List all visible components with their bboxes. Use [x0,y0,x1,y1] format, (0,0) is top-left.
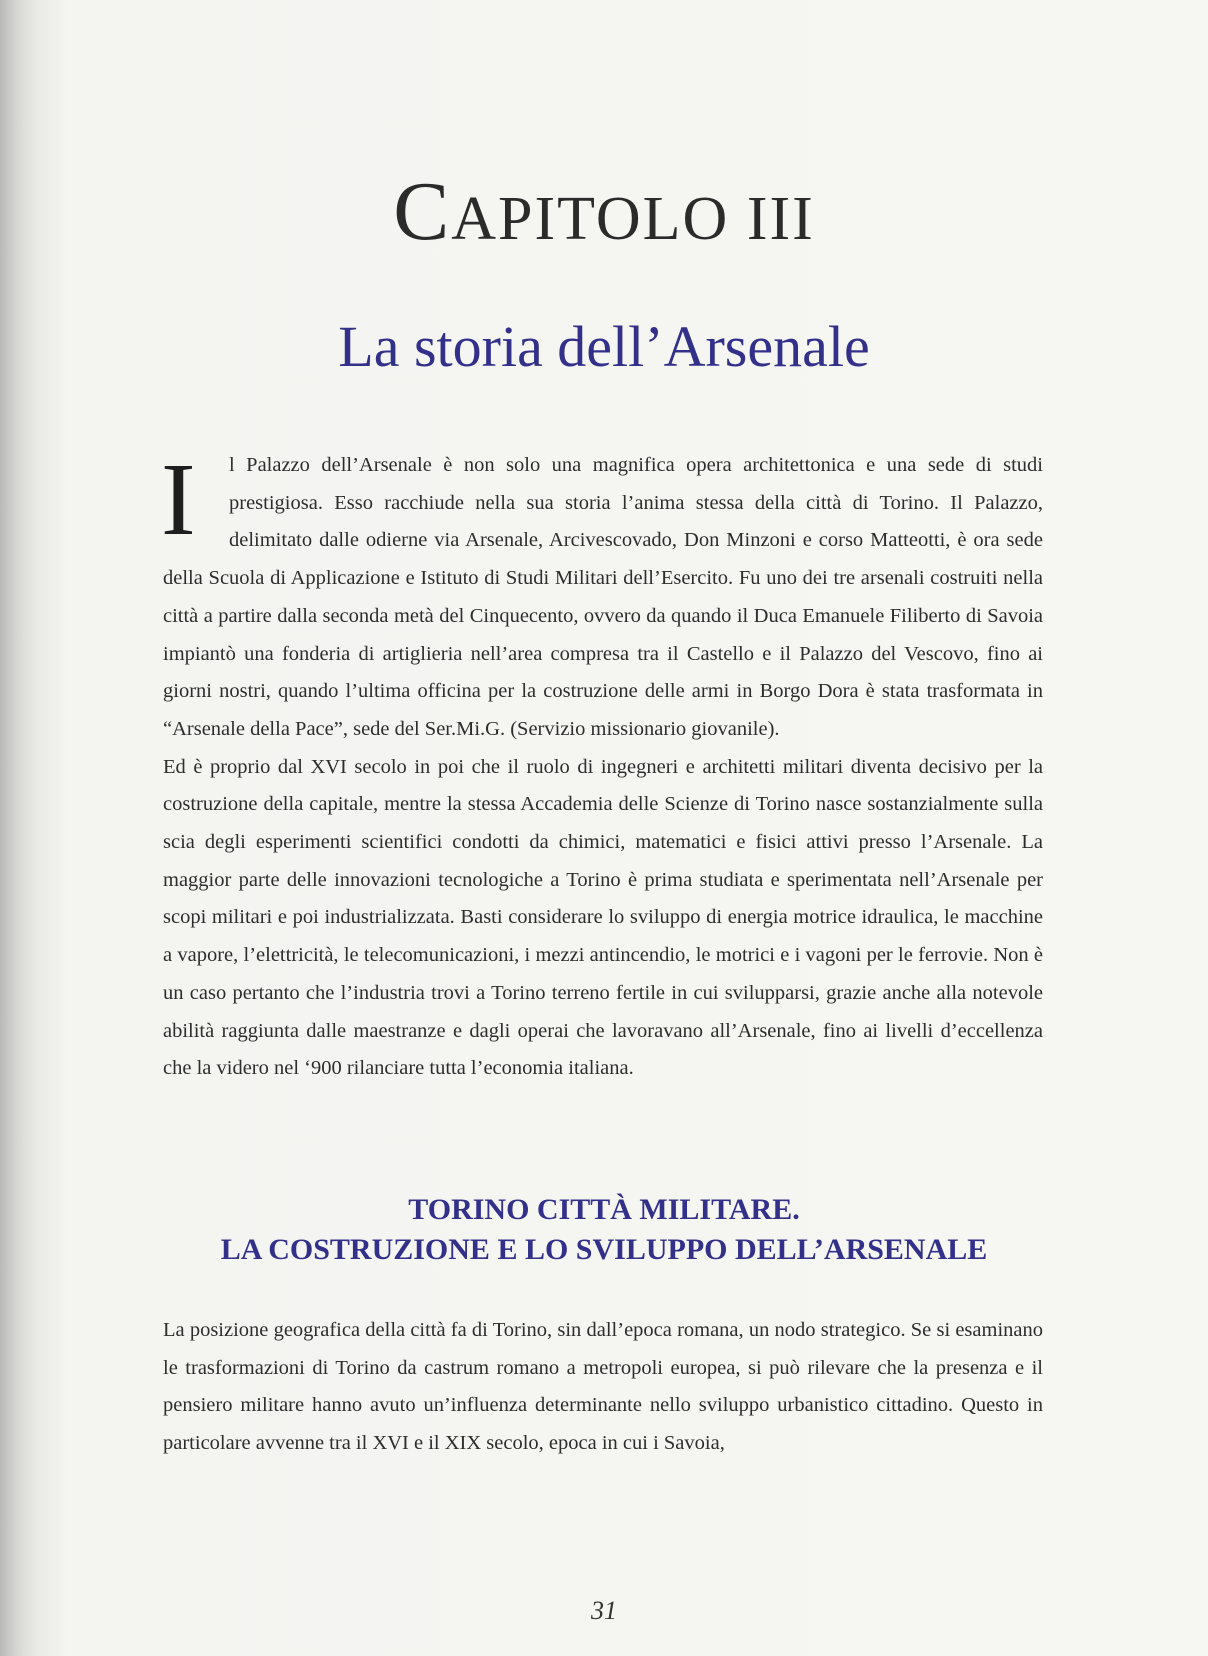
page-number: 31 [591,1596,617,1625]
section-paragraph: La posizione geografica della città fa di Torino, sin dall’epoca romana, un nodo strategico. Se si esaminano le trasformazioni di Torino da castrum romano a metropoli europea, si può rilevare che la presenza e il pensiero militare hanno avuto un’influenza determinante nello sviluppo urbanistico cittadino. Questo in particolare avvenne tra il XVI e il XIX secolo, epoca in cui i Savoia, [163,1319,1043,1455]
page-title: La storia dell’Arsenale [338,314,870,379]
section-heading-line-2: LA COSTRUZIONE E LO SVILUPPO DELL’ARSENALE [220,1233,988,1266]
section-heading [0,1190,1208,1270]
drop-cap: I [161,442,196,557]
chapter-first-letter: C [393,165,452,258]
paragraph-1-text: l Palazzo dell’Arsenale è non solo una magnifica opera architettonica e una sede di studi prestigiosa. Esso racchiude nella sua storia l’anima stessa della città di Torino. Il Palazzo, delimitato dalle odierne via Arsenale, Arcivescovado, Don Minzoni e corso Matteotti, è ora sede della Scuola di Applicazione e Istituto di Studi Militari dell’Esercito. Fu uno dei tre arsenali costruiti nella città a partire dalla seconda metà del Cinquecento, ovvero da quando il Duca Emanuele Filiberto di Savoia impiantò una fonderia di artiglieria nell’area compresa tra il Castello e il Palazzo del Vescovo, fino ai giorni nostri, quando l’ultima officina per la costruzione delle armi in Borgo Dora è stata trasformata in “Arsenale della Pace”, sede del Ser.Mi.G. (Servizio missionario giovanile). [163,454,1043,740]
chapter-heading [0,165,1208,258]
section-heading-line-1: TORINO CITTÀ MILITARE. [408,1193,800,1226]
paragraph-2: Ed è proprio dal XVI secolo in poi che il ruolo di ingegneri e architetti militari diventa decisivo per la costruzione della capitale, mentre la stessa Accademia delle Scienze di Torino nasce sostanzialmente sulla scia degli esperimenti scientifici condotti da chimici, matematici e fisici attivi presso l’Arsenale. La maggior parte delle innovazioni tecnologiche a Torino è prima studiata e sperimentata nell’Arsenale per scopi militari e poi industrializzata. Basti considerare lo sviluppo di energia motrice idraulica, le macchine a vapore, l’elettricità, le telecomunicazioni, i mezzi antincendio, le motrici e i vagoni per le ferrovie. Non è un caso pertanto che l’industria trovi a Torino terreno fertile in cui svilupparsi, grazie anche alla notevole abilità raggiunta dalle maestranze e dagli operai che lavoravano all’Arsenale, fino ai livelli d’eccellenza che la videro nel ‘900 rilanciare tutta l’economia italiana. [163,755,1043,1080]
chapter-rest: APITOLO III [451,185,815,253]
paragraph-1 [161,442,1043,749]
intro-text [161,442,1043,1088]
